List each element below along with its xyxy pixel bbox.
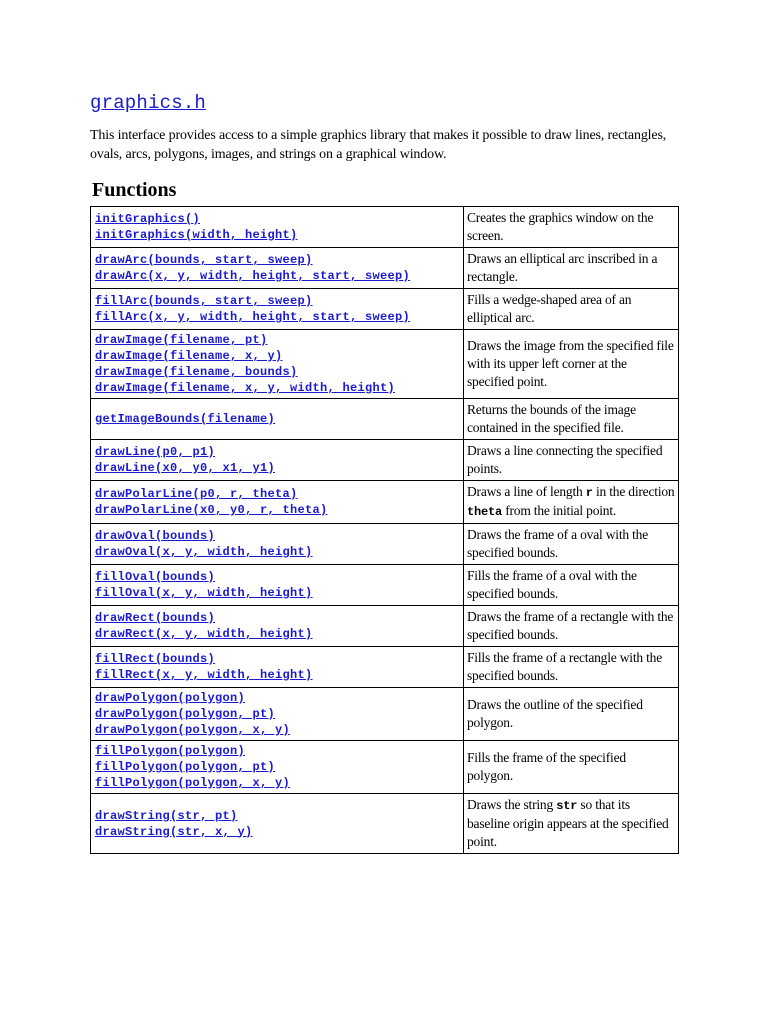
page-title-link[interactable]: graphics.h (90, 92, 207, 114)
function-signature-link[interactable]: drawOval(bounds) (95, 529, 216, 543)
description-text: Returns the bounds of the image contained in the specified file. (467, 402, 636, 435)
functions-table-body (91, 207, 679, 854)
function-signature-link[interactable]: drawImage(filename, x, y, width, height) (95, 381, 396, 395)
table-row (91, 647, 679, 688)
description-text: Creates the graphics window on the screen. (467, 210, 654, 243)
function-signature-link[interactable]: drawPolygon(polygon, x, y) (95, 723, 291, 737)
function-signature-link[interactable]: drawString(str, x, y) (95, 824, 253, 839)
description-text: Draws a line of length (467, 484, 586, 499)
function-signature-link[interactable]: getImageBounds(filename) (95, 412, 276, 426)
function-signatures-cell (91, 688, 464, 741)
function-signatures-cell (91, 399, 464, 440)
description-text: Draws the string (467, 797, 557, 812)
description-text: Fills the frame of a oval with the specified bounds. (467, 568, 637, 601)
table-row (91, 741, 679, 794)
function-description-cell (464, 688, 679, 741)
function-signature-link[interactable]: drawImage(filename, pt) (95, 333, 268, 347)
function-signature-link[interactable]: fillPolygon(polygon, pt) (95, 760, 276, 774)
inline-code: theta (467, 505, 503, 519)
table-row (91, 440, 679, 481)
function-signature-link[interactable]: drawRect(bounds) (95, 611, 216, 625)
function-signatures-cell (91, 481, 464, 524)
function-signature-link[interactable]: drawOval(x, y, width, height) (95, 545, 313, 559)
function-description-cell (464, 741, 679, 794)
function-signature-link[interactable]: fillOval(x, y, width, height) (95, 586, 313, 600)
function-signature-link[interactable]: initGraphics() (95, 212, 201, 226)
functions-heading: Functions (92, 179, 177, 201)
function-signature-link[interactable]: drawPolygon(polygon) (95, 691, 246, 705)
function-signatures-cell (91, 741, 464, 794)
description-text: so that its baseline origin appears at the specified point. (467, 797, 669, 849)
function-signature-link[interactable]: drawPolarLine(p0, r, theta) (95, 487, 298, 501)
table-row (91, 524, 679, 565)
function-signatures-cell (91, 207, 464, 248)
inline-code: str (556, 799, 578, 813)
table-row (91, 481, 679, 524)
function-signature-link[interactable]: fillRect(x, y, width, height) (95, 668, 313, 682)
table-row (91, 330, 679, 399)
function-signature-link[interactable]: drawPolarLine(x0, y0, r, theta) (95, 503, 328, 517)
function-description-cell (464, 565, 679, 606)
table-row (91, 688, 679, 741)
description-text: Draws the frame of a rectangle with the specified bounds. (467, 609, 674, 642)
function-description-cell (464, 440, 679, 481)
intro-paragraph: This interface provides access to a simple graphics library that makes it possible to draw lines, rectangles, ovals, arcs, polygons, images, and strings on a graphical window. (90, 128, 667, 162)
function-description-cell (464, 647, 679, 688)
function-description-cell (464, 330, 679, 399)
inline-code: r (585, 486, 593, 500)
function-signatures-cell (91, 647, 464, 688)
function-signatures-cell (91, 794, 464, 854)
function-description-cell (464, 207, 679, 248)
description-text: Fills the frame of the specified polygon. (467, 750, 626, 783)
function-signature-link[interactable]: drawLine(p0, p1) (95, 445, 216, 459)
description-text: Draws the outline of the specified polygon. (467, 697, 643, 730)
function-signature-link[interactable]: fillPolygon(polygon) (95, 744, 246, 758)
description-text: Draws a line connecting the specified points. (467, 443, 663, 476)
description-text: Fills a wedge-shaped area of an elliptical arc. (467, 292, 632, 325)
function-signature-link[interactable]: drawString(str, pt) (95, 808, 238, 823)
table-row (91, 606, 679, 647)
function-description-cell (464, 794, 679, 854)
table-row (91, 207, 679, 248)
description-text: Draws the image from the specified file with its upper left corner at the specified point. (467, 338, 674, 389)
function-signatures-cell (91, 440, 464, 481)
function-signature-link[interactable]: drawRect(x, y, width, height) (95, 627, 313, 641)
function-signature-link[interactable]: initGraphics(width, height) (95, 228, 298, 242)
table-row (91, 248, 679, 289)
function-description-cell (464, 399, 679, 440)
function-description-cell (464, 524, 679, 565)
description-text: Draws an elliptical arc inscribed in a rectangle. (467, 251, 658, 284)
table-row (91, 289, 679, 330)
function-signature-link[interactable]: fillRect(bounds) (95, 652, 216, 666)
function-signature-link[interactable]: fillOval(bounds) (95, 570, 216, 584)
table-row (91, 399, 679, 440)
table-row (91, 565, 679, 606)
function-description-cell (464, 606, 679, 647)
function-signature-link[interactable]: fillArc(x, y, width, height, start, sweep) (95, 310, 411, 324)
function-signature-link[interactable]: drawArc(x, y, width, height, start, sweep) (95, 269, 411, 283)
description-text: Draws the frame of a oval with the specified bounds. (467, 527, 649, 560)
function-signature-link[interactable]: drawImage(filename, x, y) (95, 349, 283, 363)
table-row (91, 794, 679, 854)
function-signatures-cell (91, 565, 464, 606)
description-text: from the initial point. (502, 503, 617, 518)
function-signatures-cell (91, 248, 464, 289)
function-description-cell (464, 248, 679, 289)
function-signature-link[interactable]: drawImage(filename, bounds) (95, 365, 298, 379)
function-signatures-cell (91, 330, 464, 399)
function-description-cell (464, 289, 679, 330)
function-signatures-cell (91, 606, 464, 647)
function-signatures-cell (91, 524, 464, 565)
function-description-cell (464, 481, 679, 524)
function-signature-link[interactable]: drawLine(x0, y0, x1, y1) (95, 461, 276, 475)
function-signature-link[interactable]: fillPolygon(polygon, x, y) (95, 776, 291, 790)
description-text: Fills the frame of a rectangle with the specified bounds. (467, 650, 663, 683)
function-signature-link[interactable]: drawArc(bounds, start, sweep) (95, 253, 313, 267)
functions-table (90, 206, 679, 854)
description-text: in the direction (592, 484, 675, 499)
function-signatures-cell (91, 289, 464, 330)
function-signature-link[interactable]: drawPolygon(polygon, pt) (95, 707, 276, 721)
function-signature-link[interactable]: fillArc(bounds, start, sweep) (95, 294, 313, 308)
